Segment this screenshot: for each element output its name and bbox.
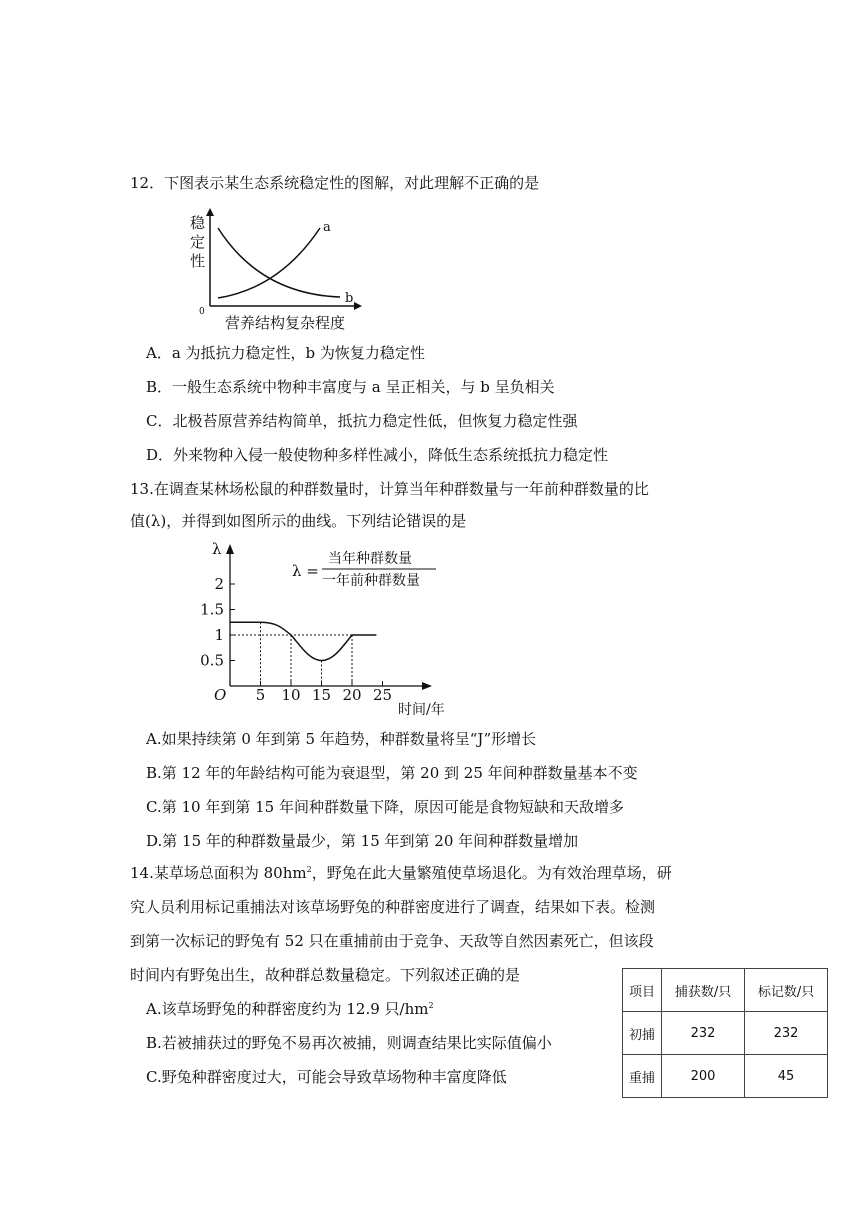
curve-a (218, 228, 320, 298)
table-header-row (623, 969, 828, 1012)
table-header-cell: 标记数/只 (745, 969, 828, 1012)
q13-stem-line1: 13.在调查某林场松鼠的种群数量时，计算当年种群数量与一年前种群数量的比 (130, 480, 649, 498)
stability-xlabel: 营养结构复杂程度 (225, 314, 346, 332)
lambda-series-line (230, 622, 376, 660)
lambda-formula-numerator: 当年种群数量 (328, 551, 412, 567)
lambda-y-tick-label: 1.5 (200, 600, 224, 619)
q12-option-c: C．北极苔原营养结构简单，抵抗力稳定性低，但恢复力稳定性强 (146, 412, 578, 430)
q12-stem: 12．下图表示某生态系统稳定性的图解，对此理解不正确的是 (130, 174, 540, 192)
stability-y-arrow (206, 208, 214, 216)
table-cell: 初捕 (623, 1012, 662, 1055)
stability-x-arrow (354, 302, 362, 310)
lambda-x-tick-label: 15 (311, 686, 332, 704)
recapture-table (622, 968, 828, 1098)
table-cell: 232 (745, 1012, 828, 1055)
table-row (623, 1055, 828, 1098)
table-row (623, 1012, 828, 1055)
curve-b (218, 228, 340, 297)
curve-a-label: a (323, 220, 331, 235)
lambda-y-arrow (226, 544, 234, 554)
lambda-x-tick-label: 10 (281, 686, 301, 704)
lambda-chart (190, 538, 450, 722)
stability-origin: 0 (199, 307, 205, 317)
q14-option-b: B.若被捕获过的野兔不易再次被捕，则调查结果比实际值偏小 (146, 1034, 552, 1052)
stability-ylabel-3: 性 (190, 252, 206, 270)
q14-stem-line1: 14.某草场总面积为 $80hm^2$，野兔在此大量繁殖使草场退化。为有效治理草场，研 (130, 864, 672, 882)
q13-stem-line2: 值(λ)，并得到如图所示的曲线。下列结论错误的是 (130, 512, 467, 530)
q14-stem-line2: 究人员利用标记重捕法对该草场野兔的种群密度进行了调查，结果如下表。检测 (130, 898, 656, 916)
q14-option-c: C.野兔种群密度过大，可能会导致草场物种丰富度降低 (146, 1068, 507, 1086)
q12-option-b: B．一般生态系统中物种丰富度与 a 呈正相关，与 b 呈负相关 (146, 378, 555, 396)
q13-option-c: C.第 10 年到第 15 年间种群数量下降，原因可能是食物短缺和天敌增多 (146, 798, 624, 816)
q13-option-b: B.第 12 年的年龄结构可能为衰退型，第 20 到 25 年间种群数量基本不变 (146, 764, 638, 782)
lambda-xlabel: 时间/年 (398, 702, 445, 718)
lambda-formula-lhs: λ = (292, 562, 319, 580)
table-cell: 232 (662, 1012, 745, 1055)
lambda-origin: O (214, 686, 227, 704)
lambda-y-tick-label: 2 (214, 575, 224, 593)
table-header-cell: 捕获数/只 (662, 969, 745, 1012)
table-header-cell: 项目 (623, 969, 662, 1012)
lambda-x-tick-label: 5 (255, 686, 266, 704)
q14-option-a: A.该草场野兔的种群密度约为 12.9 只$/hm^2$ (146, 1000, 434, 1018)
lambda-ylabel: λ (212, 540, 222, 558)
q12-option-d: D．外来物种入侵一般使物种多样性减小，降低生态系统抵抗力稳定性 (146, 446, 609, 464)
stability-ylabel-1: 稳 (190, 214, 206, 232)
stability-ylabel-2: 定 (190, 233, 206, 251)
stability-figure (180, 206, 370, 336)
q14-stem-line3: 到第一次标记的野兔有 52 只在重捕前由于竞争、天敌等自然因素死亡，但该段 (130, 932, 654, 950)
table-cell: 45 (745, 1055, 828, 1098)
lambda-y-tick-label: 1 (214, 626, 224, 644)
table-cell: 200 (662, 1055, 745, 1098)
lambda-x-tick-label: 20 (342, 686, 362, 704)
q12-option-a: A．a 为抵抗力稳定性，b 为恢复力稳定性 (146, 344, 425, 362)
lambda-x-arrow (422, 682, 432, 690)
lambda-formula-denominator: 一年前种群数量 (322, 573, 420, 589)
q13-option-d: D.第 15 年的种群数量最少，第 15 年到第 20 年间种群数量增加 (146, 832, 579, 850)
lambda-x-tick-label: 25 (372, 686, 393, 704)
q13-option-a: A.如果持续第 0 年到第 5 年趋势，种群数量将呈“J”形增长 (146, 730, 537, 748)
q14-stem-line4: 时间内有野兔出生，故种群总数量稳定。下列叙述正确的是 (130, 966, 521, 984)
curve-b-label: b (345, 291, 354, 306)
table-cell: 重捕 (623, 1055, 662, 1098)
lambda-y-tick-label: 0.5 (200, 651, 224, 670)
